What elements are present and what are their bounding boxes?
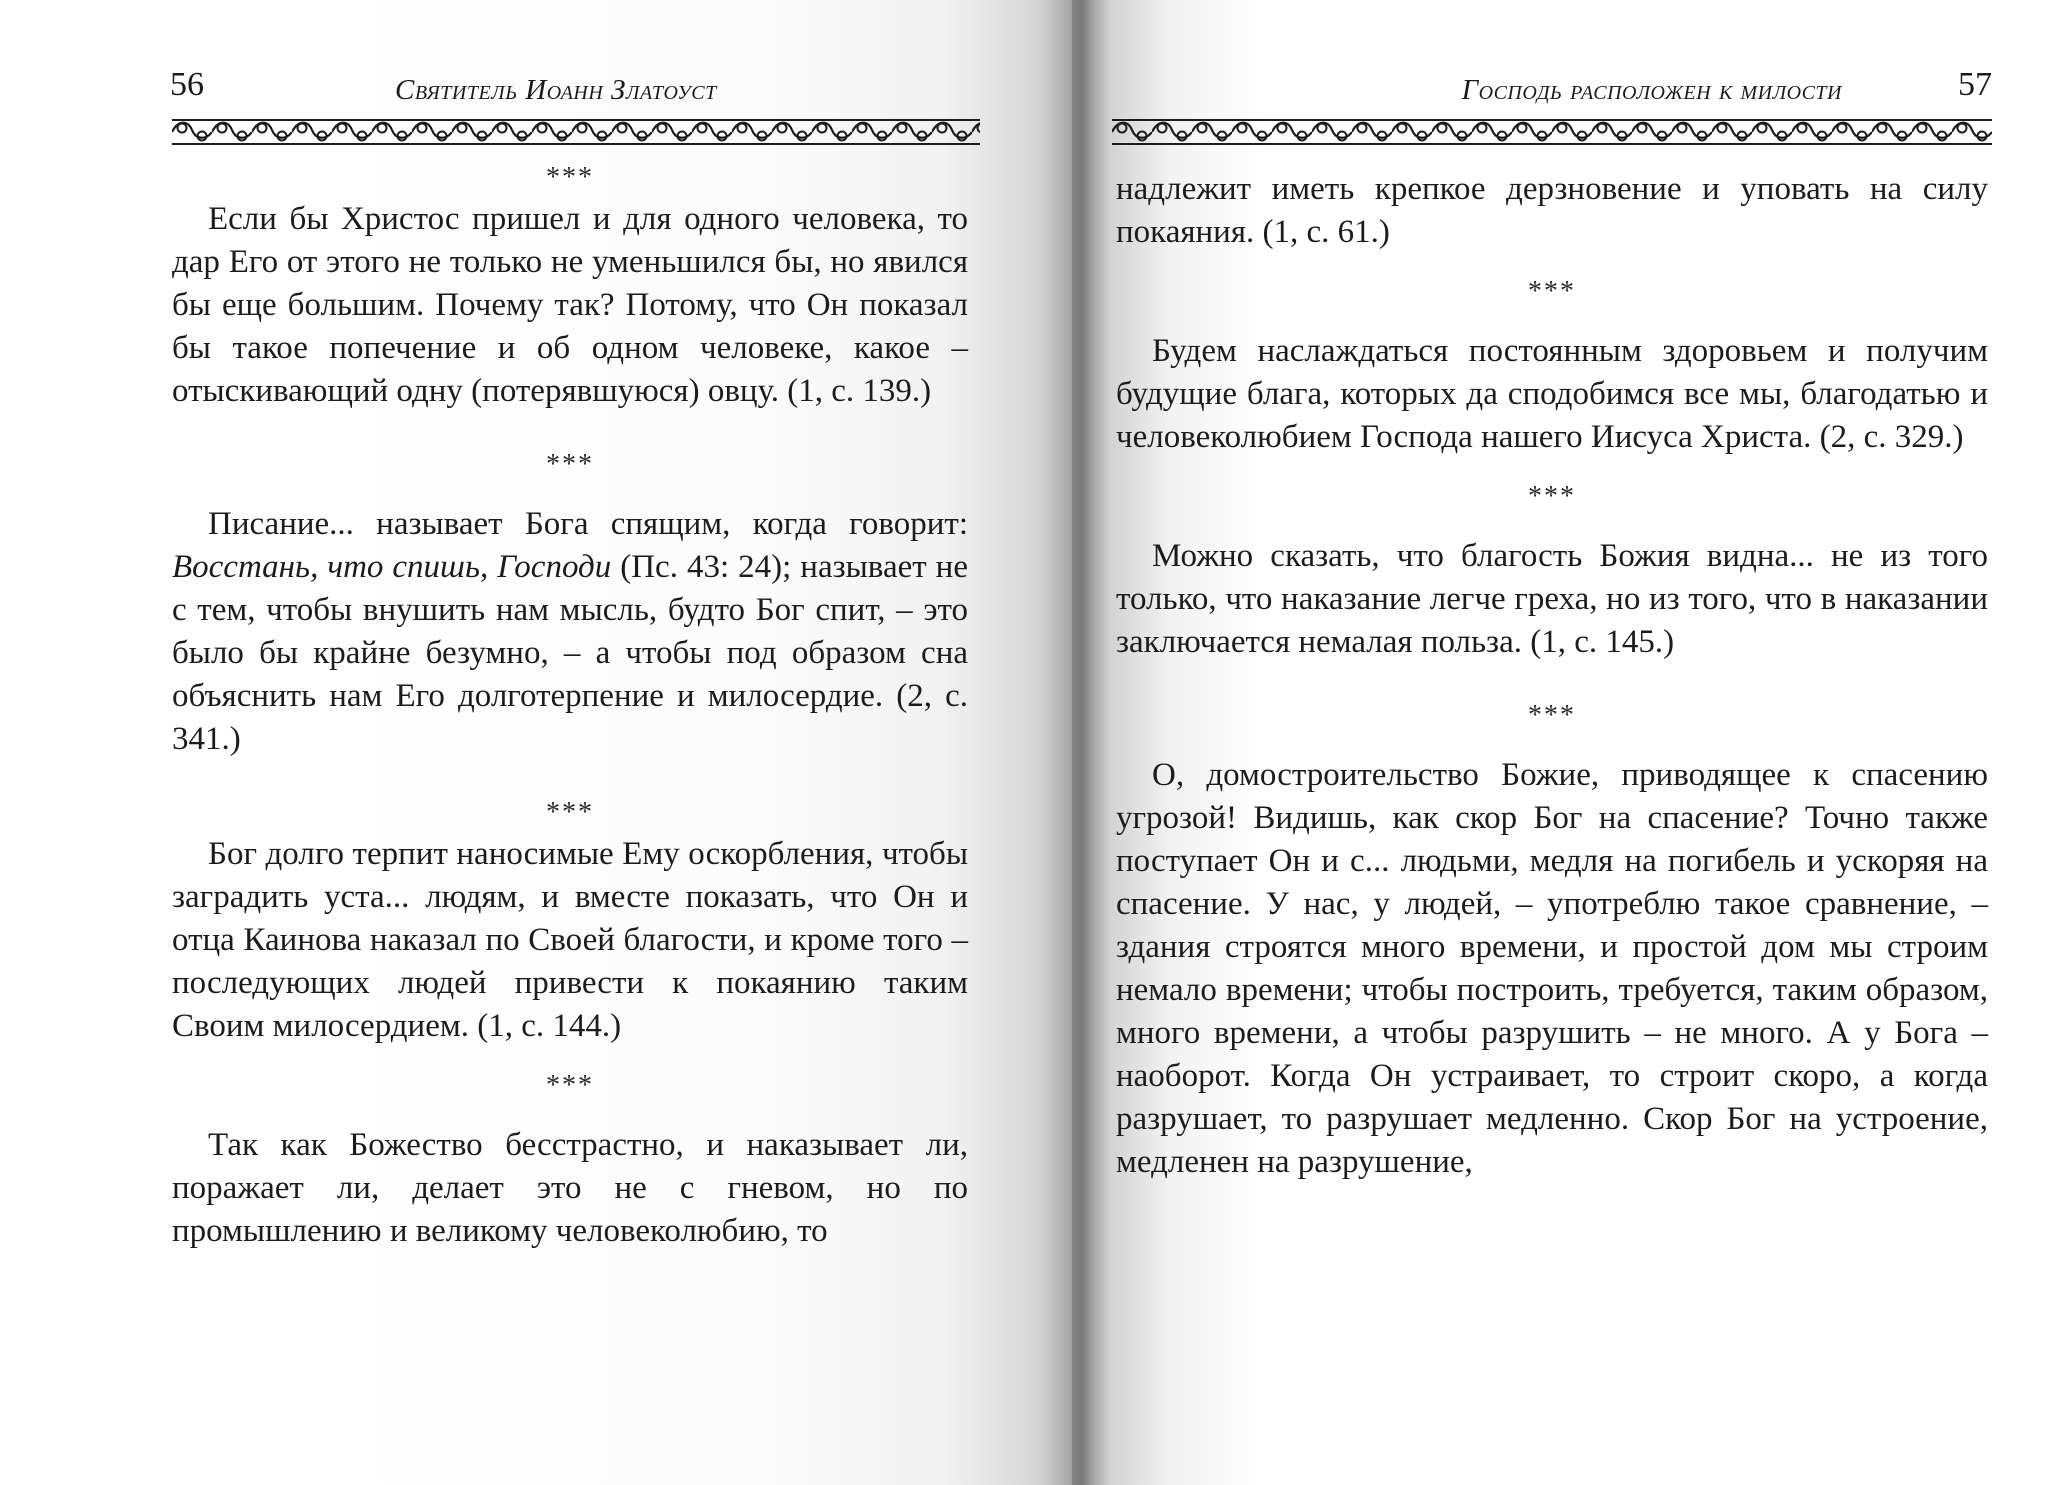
right-page bbox=[1072, 0, 2048, 1485]
right-ornament-border bbox=[1112, 118, 1992, 146]
paragraph: Будем наслаждаться постоянным здоровьем и получим будущие блага, которых да сподобимся все мы, благодатью и человеколюбием Господа нашего Иисуса Христа. (2, с. 329.) bbox=[1116, 333, 1988, 455]
paragraph: надлежит иметь крепкое дерзновение и уповать на силу покаяния. (1, с. 61.) bbox=[1116, 171, 1988, 250]
section-separator: *** bbox=[546, 1070, 594, 1101]
left-header bbox=[170, 60, 980, 114]
paragraph-text: (Пс. 43: 24); называет не с тем, чтобы внушить нам мысль, будто Бог спит, – это было бы крайне безумно, – а чтобы под образом сна объяснить нам Его долготерпение и милосердие. (2, с. 341.) bbox=[172, 549, 968, 757]
paragraph: Так как Божество бесстрастно, и наказывает ли, поражает ли, делает это не с гневом, но по промышлению и великому человеколюбию, то bbox=[172, 1127, 968, 1249]
right-page-number: 57 bbox=[1958, 66, 1992, 103]
paragraph: Если бы Христос пришел и для одного человека, то дар Его от этого не только не уменьшился бы, но явился бы еще большим. Почему так? Потому, что Он показал бы такое попечение и об одном человеке, какое – отыскивающий одну (потерявшуюся) овцу. (1, с. 139.) bbox=[172, 201, 968, 409]
right-header bbox=[1112, 60, 1992, 114]
scripture-quote: Восстань, что спишь, Господи bbox=[172, 549, 612, 585]
section-separator: *** bbox=[1528, 700, 1576, 731]
section-separator: *** bbox=[546, 449, 594, 480]
paragraph-text: Писание... называет Бога спящим, когда говорит: bbox=[208, 506, 968, 542]
left-page-number: 56 bbox=[170, 66, 204, 103]
left-running-title: Святитель Иоанн Златоуст bbox=[395, 74, 717, 106]
paragraph bbox=[172, 503, 968, 761]
section-separator: *** bbox=[1528, 276, 1576, 307]
right-running-title: Господь расположен к милости bbox=[1461, 74, 1842, 106]
left-ornament-border bbox=[172, 118, 980, 146]
section-separator: *** bbox=[546, 797, 594, 828]
paragraph: О, домостроительство Божие, приводящее к спасению угрозой! Видишь, как скор Бог на спасение? Точно также поступает Он и с... людьми, медля на погибель и ускоряя на спасение. У нас, у людей, – употреблю такое сравнение, – здания строятся много времени, и простой дом мы строим немало времени; чтобы построить, требуется, таким образом, много времени, а чтобы разрушить – не много. А у Бога – наоборот. Когда Он устраивает, то строит скоро, а когда разрушает, то разрушает медленно. Скор Бог на устроение, медленен на разрушение, bbox=[1116, 757, 1988, 1180]
paragraph: Бог долго терпит наносимые Ему оскорбления, чтобы заградить уста... людям, и вместе показать, что Он и отца Каинова наказал по Своей благости, и кроме того – последующих людей привести к покаянию таким Своим милосердием. (1, с. 144.) bbox=[172, 836, 968, 1044]
paragraph: Можно сказать, что благость Божия видна... не из того только, что наказание легче греха, но из того, что в наказании заключается немалая польза. (1, с. 145.) bbox=[1116, 538, 1988, 660]
left-text-body bbox=[172, 158, 968, 1253]
section-separator: *** bbox=[546, 162, 594, 193]
section-separator: *** bbox=[1528, 481, 1576, 512]
right-text-body bbox=[1116, 168, 1988, 1184]
